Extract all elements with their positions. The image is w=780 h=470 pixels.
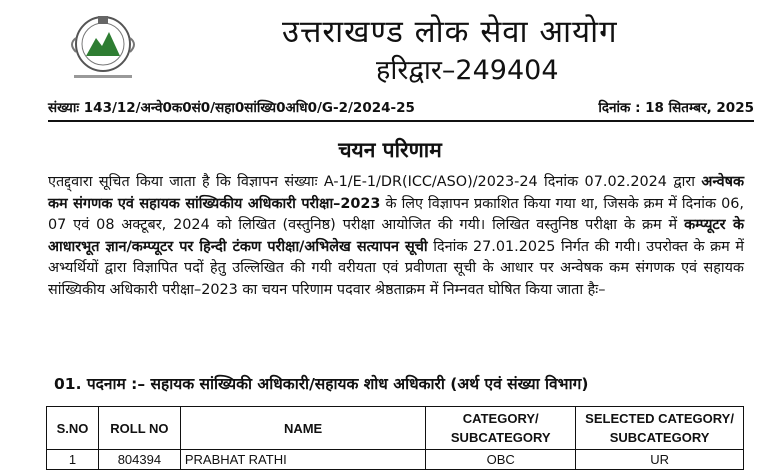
document-heading: चयन परिणाम bbox=[338, 138, 442, 162]
cell-category: OBC bbox=[426, 450, 576, 470]
col-name: NAME bbox=[180, 407, 425, 450]
table-header-row bbox=[47, 407, 744, 450]
notice-paragraph bbox=[48, 172, 744, 301]
cell-selected-category: UR bbox=[576, 450, 744, 470]
table-row bbox=[47, 450, 744, 470]
organization-name: उत्तराखण्ड लोक सेवा आयोग bbox=[282, 14, 618, 50]
paragraph-text-1: एतद्द्वारा सूचित किया जाता है कि विज्ञापन संख्याः A-1/E-1/DR(ICC/ASO)/2023-24 दिनांक 07.02.2024 द्वारा bbox=[48, 174, 702, 190]
col-selected-category bbox=[576, 407, 744, 450]
col-category-line2: SUBCATEGORY bbox=[450, 430, 551, 445]
paragraph-text-3: दिनांक 27.01.2025 निर्गत की गयी। उपरोक्त के क्रम में अभ्यर्थियों द्वारा विज्ञापित पदों हेतु उल्लिखित की गयी वरीयता एवं प्रवीणता सूची के आधार पर अन्वेषक कम संगणक एवं सहायक सांख्यिकीय अधिकारी परीक्षा–2023 का चयन परिणाम पदवार श्रेष्ठताक्रम में निम्नवत घोषित किया जाता हैः– bbox=[48, 238, 744, 298]
col-sno: S.NO bbox=[47, 407, 99, 450]
results-table bbox=[46, 406, 744, 470]
commission-emblem-icon bbox=[64, 8, 142, 84]
reference-number: संख्याः 143/12/अन्वे0क0सं0/सहा0सांख्यि0अधि0/G-2/2024-25 bbox=[48, 100, 415, 116]
cell-name: PRABHAT RATHI bbox=[180, 450, 425, 470]
reference-date: दिनांक : 18 सितम्बर, 2025 bbox=[598, 100, 754, 116]
cell-sno: 1 bbox=[47, 450, 99, 470]
header-divider bbox=[48, 120, 754, 122]
col-selected-line1: SELECTED CATEGORY/ bbox=[585, 411, 734, 426]
col-roll-no: ROLL NO bbox=[98, 407, 180, 450]
reference-line bbox=[48, 98, 754, 116]
col-category-line1: CATEGORY/ bbox=[462, 411, 539, 426]
col-category bbox=[426, 407, 576, 450]
organization-address: हरिद्वार–249404 bbox=[376, 55, 559, 86]
col-selected-line2: SUBCATEGORY bbox=[609, 430, 710, 445]
paragraph-bold-list-name: कम्प्यूटर के आधारभूत ज्ञान/कम्प्यूटर पर हिन्दी टंकण परीक्षा/अभिलेख सत्यापन सूची bbox=[48, 217, 745, 255]
paragraph-text-2: के लिए विज्ञापन प्रकाशित किया गया था, जिसके क्रम में दिनांक 06, 07 एवं 08 अक्टूबर, 2024 को लिखित (वस्तुनिष्ठ) परीक्षा आयोजित की गयी। लिखित वस्तुनिष्ठ परीक्षा के क्रम में bbox=[48, 195, 745, 233]
post-section-heading: 01. पदनाम :– सहायक सांख्यिकी अधिकारी/सहायक शोध अधिकारी (अर्थ एवं संख्या विभाग) bbox=[54, 375, 589, 393]
paragraph-bold-exam-name: अन्वेषक कम संगणक एवं सहायक सांख्यिकीय अधिकारी परीक्षा–2023 bbox=[48, 174, 744, 212]
cell-roll-no: 804394 bbox=[98, 450, 180, 470]
